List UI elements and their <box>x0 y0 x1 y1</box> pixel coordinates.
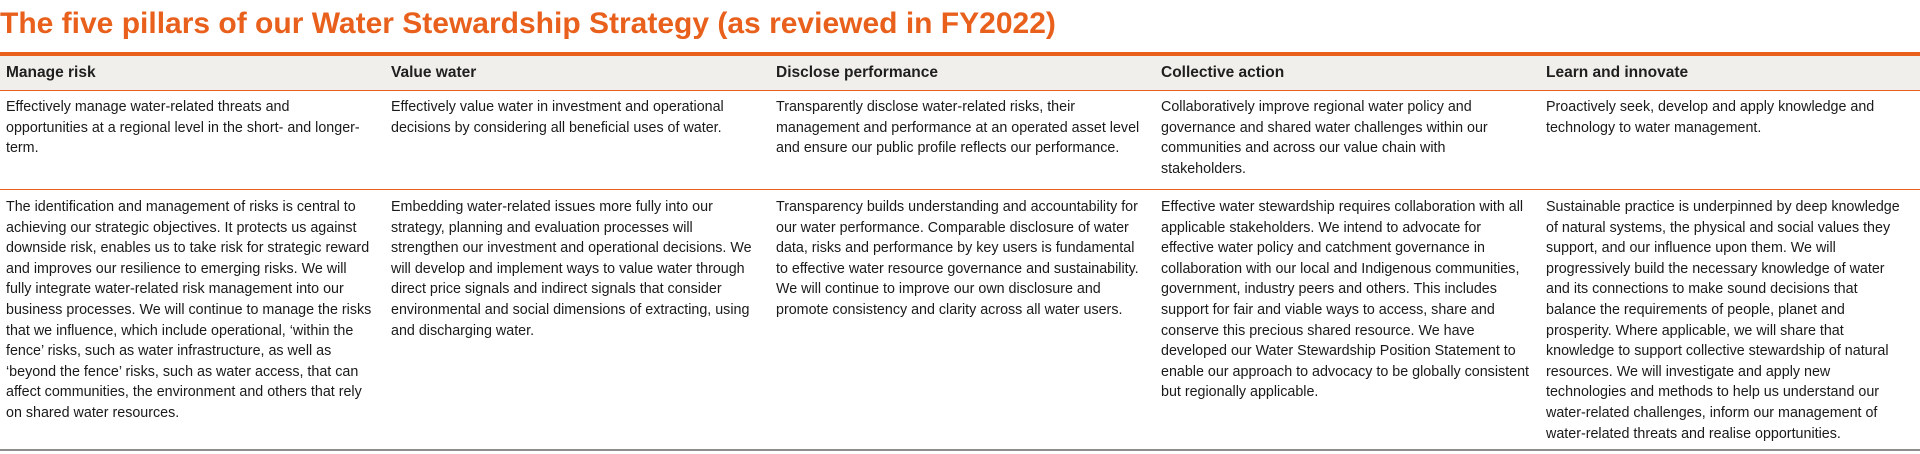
summary-learn-and-innovate: Proactively seek, develop and apply knowledge and technology to water management. <box>1546 99 1875 136</box>
detail-learn-and-innovate: Sustainable practice is underpinned by deep knowledge of natural systems, the physical and social values they support, and our influence upon them. We will progressively build the necessary knowledge of water and its connections to make sound decisions that balance the requirements of people, planet and prosperity. Where applicable, we will share that knowledge to support collective stewardship of natural resources. We will investigate and apply new technologies and methods to help us understand our water-related challenges, inform our management of water-related threats and realise opportunities. <box>1546 199 1900 442</box>
detail-row <box>0 189 1920 451</box>
column-heading-disclose-performance: Disclose performance <box>776 64 938 81</box>
column-heading-learn-and-innovate: Learn and innovate <box>1546 64 1689 81</box>
table-header-row <box>0 56 1920 90</box>
summary-manage-risk: Effectively manage water-related threats and opportunities at a regional level in the short- and longer-term. <box>6 99 360 157</box>
column-heading-collective-action: Collective action <box>1161 64 1285 81</box>
detail-collective-action: Effective water stewardship requires collaboration with all applicable stakeholders. We intend to advocate for effective water policy and catchment governance in collaboration with our local and Indigenous communities, government, industry peers and others. This includes support for fair and viable ways to access, share and conserve this precious shared resource. We have developed our Water Stewardship Position Statement to enable our approach to advocacy to be globally consistent but regionally applicable. <box>1161 199 1529 401</box>
column-heading-manage-risk: Manage risk <box>6 64 96 81</box>
column-heading-value-water: Value water <box>391 64 477 81</box>
detail-value-water: Embedding water-related issues more fully into our strategy, planning and evaluation processes will strengthen our investment and operational decisions. We will develop and implement ways to value water through direct price signals and indirect signals that consider environmental and social dimensions of extracting, using and discharging water. <box>391 199 752 339</box>
summary-row <box>0 90 1920 189</box>
pillars-table <box>0 52 1920 451</box>
page-title: The five pillars of our Water Stewardship Strategy (as reviewed in FY2022) <box>0 7 1056 40</box>
detail-disclose-performance: Transparency builds understanding and accountability for our water performance. Comparable disclosure of water data, risks and performance by key users is fundamental to effective water resource governance and sustainability. We will continue to improve our own disclosure and promote consistency and clarity across all water users. <box>776 199 1139 318</box>
summary-collective-action: Collaboratively improve regional water policy and governance and shared water challenges within our communities and across our value chain with stakeholders. <box>1161 99 1488 177</box>
summary-disclose-performance: Transparently disclose water-related risks, their management and performance at an operated asset level and ensure our public profile reflects our performance. <box>776 99 1140 157</box>
summary-value-water: Effectively value water in investment and operational decisions by considering all beneficial uses of water. <box>391 99 724 136</box>
detail-manage-risk: The identification and management of risks is central to achieving our strategic objectives. It protects us against downside risk, enables us to take risk for strategic reward and improves our resilience to emerging risks. We will fully integrate water-related risk management into our business processes. We will continue to manage the risks that we influence, which include operational, ‘within the fence’ risks, such as water infrastructure, as well as ‘beyond the fence’ risks, such as water access, that can affect communities, the environment and others that rely on shared water resources. <box>6 199 372 421</box>
